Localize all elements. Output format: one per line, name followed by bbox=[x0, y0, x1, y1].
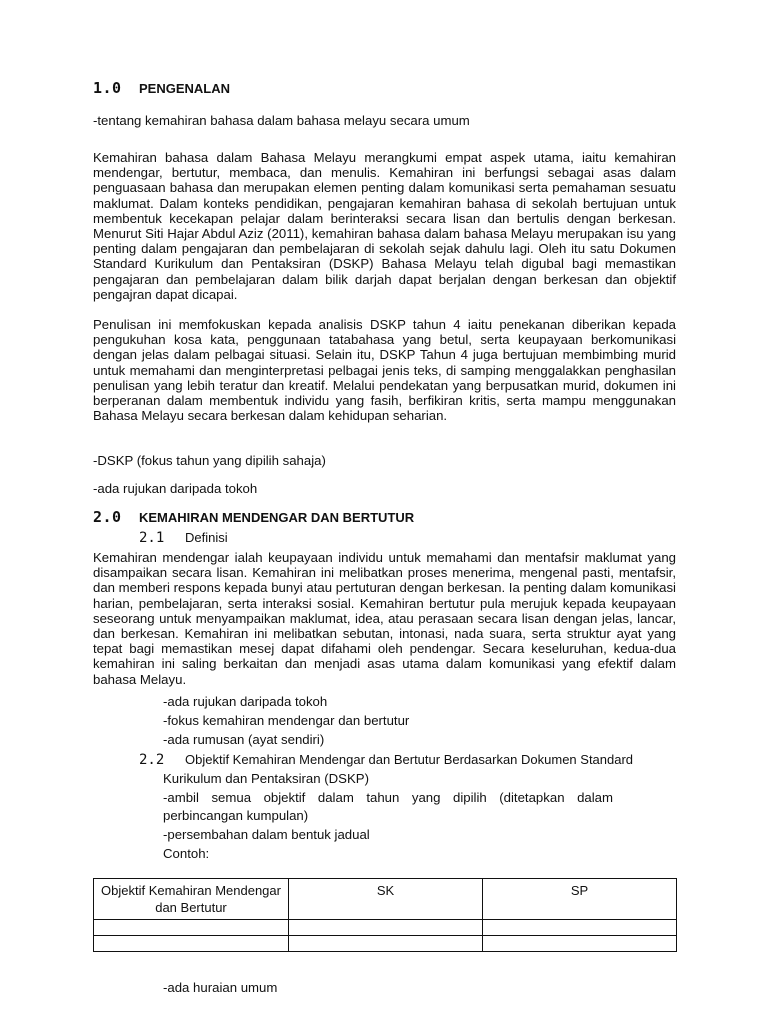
section-1-paragraph-1: Kemahiran bahasa dalam Bahasa Melayu merangkumi empat aspek utama, iaitu kemahiran mendengar, bertutur, membaca, dan menulis. Kemahiran ini berfungsi sebagai asas dalam penguasaan bahasa dan merupakan elemen penting dalam komunikasi serta pemahaman sesuatu maklumat. Dalam konteks pendidikan, pengajaran kemahiran bahasa di sekolah bertujuan untuk membentuk kecekapan pelajar dalam berinteraksi secara lisan dan bertulis dengan berkesan. Menurut Siti Hajar Abdul Aziz (2011), kemahiran bahasa dalam bahasa Melayu merupakan isu yang penting dalam pengajaran dan pembelajaran di sekolah sejak dahulu lagi. Oleh itu satu Dokumen Standard Kurikulum dan Pentaksiran (DSKP) Bahasa Melayu telah digubal bagi memastikan pengajaran dan pembelajaran dalam bilik darjah dapat berjalan dengan berkesan dan objektif pengajran dapat dicapai. bbox=[93, 150, 676, 302]
subsection-2-2-note-1-line-1: -ambil semua objektif dalam tahun yang dipilih (ditetapkan dalam bbox=[163, 790, 613, 805]
table-header-sk: SK bbox=[289, 879, 483, 920]
table-header-objective: Objektif Kemahiran Mendengar dan Bertutur bbox=[94, 879, 289, 920]
section-1-note: -tentang kemahiran bahasa dalam bahasa melayu secara umum bbox=[93, 113, 470, 128]
table-row bbox=[94, 920, 677, 936]
subsection-2-1-number: 2.1 bbox=[139, 530, 165, 546]
subsection-2-2-note-2: -persembahan dalam bentuk jadual bbox=[163, 827, 370, 842]
objectives-table bbox=[93, 878, 677, 952]
section-1-title: PENGENALAN bbox=[139, 81, 231, 96]
section-2-heading bbox=[93, 510, 414, 525]
section-2-title: KEMAHIRAN MENDENGAR DAN BERTUTUR bbox=[139, 510, 415, 525]
table-cell bbox=[94, 936, 289, 952]
table-header-sp: SP bbox=[483, 879, 677, 920]
table-cell bbox=[483, 920, 677, 936]
subsection-2-2-note-1-line-2: perbincangan kumpulan) bbox=[163, 808, 309, 823]
section-1-heading bbox=[93, 81, 230, 96]
subsection-2-1-note-3: -ada rumusan (ayat sendiri) bbox=[163, 732, 325, 747]
section-1-note-dskp: -DSKP (fokus tahun yang dipilih sahaja) bbox=[93, 453, 326, 468]
table-header-row bbox=[94, 879, 677, 920]
subsection-2-2-number: 2.2 bbox=[139, 752, 165, 768]
table-cell bbox=[94, 920, 289, 936]
subsection-2-2-title-line-1: Objektif Kemahiran Mendengar dan Bertutur Berdasarkan Dokumen Standard bbox=[185, 752, 634, 767]
section-1-note-reference: -ada rujukan daripada tokoh bbox=[93, 481, 258, 496]
subsection-2-1-note-2: -fokus kemahiran mendengar dan bertutur bbox=[163, 713, 410, 728]
table-cell bbox=[483, 936, 677, 952]
subsection-2-1-title: Definisi bbox=[185, 530, 228, 545]
section-1-number: 1.0 bbox=[93, 79, 122, 97]
table-cell bbox=[289, 936, 483, 952]
subsection-2-1-heading bbox=[139, 530, 228, 546]
subsection-2-1-paragraph: Kemahiran mendengar ialah keupayaan individu untuk memahami dan mentafsir maklumat yang disampaikan secara lisan. Kemahiran ini melibatkan proses menerima, mengenal pasti, mentafsir, dan memberi respons kepada bunyi atau pertuturan dengan berkesan. Ia penting dalam komunikasi harian, pembelajaran, serta interaksi sosial. Kemahiran bertutur pula merujuk kepada keupayaan seseorang untuk menyampaikan maklumat, idea, atau perasaan secara lisan dengan jelas, lancar, dan berkesan. Kemahiran ini melibatkan sebutan, intonasi, nada suara, serta struktur ayat yang tepat bagi memastikan mesej dapat difahami oleh pendengar. Secara keseluruhan, kedua-dua kemahiran ini saling berkaitan dan menjadi asas utama dalam komunikasi yang efektif dalam bahasa Melayu. bbox=[93, 550, 676, 687]
subsection-2-1-note-1: -ada rujukan daripada tokoh bbox=[163, 694, 328, 709]
example-label: Contoh: bbox=[163, 846, 210, 861]
subsection-2-2-heading bbox=[139, 752, 633, 768]
table-row bbox=[94, 936, 677, 952]
table-cell bbox=[289, 920, 483, 936]
section-2-number: 2.0 bbox=[93, 508, 122, 526]
subsection-2-2-title-line-2: Kurikulum dan Pentaksiran (DSKP) bbox=[163, 771, 369, 786]
section-1-paragraph-2: Penulisan ini memfokuskan kepada analisis DSKP tahun 4 iaitu penekanan diberikan kepada pengukuhan kosa kata, penggunaan tatabahasa yang betul, serta keupayaan berkomunikasi dengan jelas dalam pelbagai situasi. Selain itu, DSKP Tahun 4 juga bertujuan membimbing murid untuk memahami dan menginterpretasi pelbagai jenis teks, di samping menggalakkan penghasilan penulisan yang lebih teratur dan kreatif. Melalui pendekatan yang berpusatkan murid, dokumen ini berperanan dalam membentuk individu yang fasih, berfikiran kritis, serta mampu menggunakan Bahasa Melayu secara berkesan dalam kehidupan seharian. bbox=[93, 317, 676, 424]
after-table-note: -ada huraian umum bbox=[163, 980, 278, 995]
